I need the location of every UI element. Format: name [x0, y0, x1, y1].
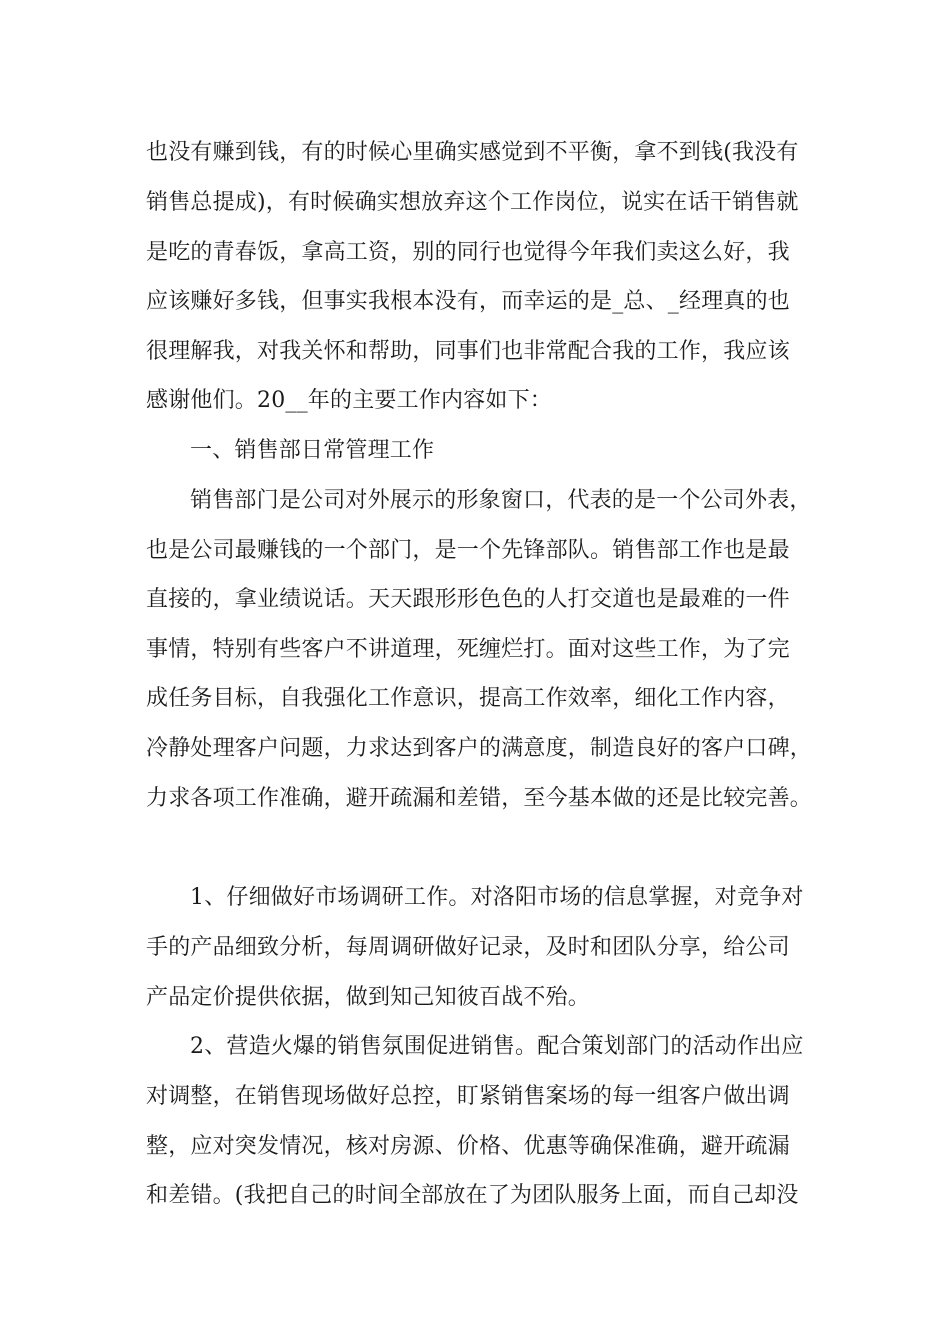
- paragraph-line: 手的产品细致分析，每周调研做好记录，及时和团队分享，给公司: [146, 935, 790, 960]
- paragraph-line: 产品定价提供依据，做到知己知彼百战不殆。: [146, 985, 591, 1010]
- paragraph-line: 感谢他们。20__年的主要工作内容如下：: [146, 388, 552, 413]
- paragraph-line: 对调整，在销售现场做好总控，盯紧销售案场的每一组客户做出调: [146, 1084, 790, 1109]
- list-item-2: 2、营造火爆的销售氛围促进销售。配合策划部门的活动作出应: [190, 1034, 804, 1059]
- paragraph-line: 整，应对突发情况，核对房源、价格、优惠等确保准确，避开疏漏: [146, 1134, 790, 1159]
- paragraph-line: 事情，特别有些客户不讲道理，死缠烂打。面对这些工作，为了完: [146, 637, 790, 662]
- paragraph-line: 是吃的青春饭，拿高工资，别的同行也觉得今年我们卖这么好，我: [146, 240, 790, 265]
- paragraph-line: 应该赚好多钱，但事实我根本没有，而幸运的是_总、_经理真的也: [146, 289, 791, 314]
- paragraph-line: 冷静处理客户问题，力求达到客户的满意度，制造良好的客户口碑，: [146, 736, 813, 761]
- paragraph-line: 力求各项工作准确，避开疏漏和差错，至今基本做的还是比较完善。: [146, 786, 813, 811]
- paragraph-line: 销售部门是公司对外展示的形象窗口，代表的是一个公司外表，: [190, 488, 812, 513]
- paragraph-line: 直接的，拿业绩说话。天天跟形形色色的人打交道也是最难的一件: [146, 587, 790, 612]
- paragraph-line: 也没有赚到钱，有的时候心里确实感觉到不平衡，拿不到钱(我没有: [146, 140, 799, 165]
- paragraph-line: 销售总提成)，有时候确实想放弃这个工作岗位，说实在话干销售就: [146, 190, 799, 215]
- paragraph-line: 和差错。(我把自己的时间全部放在了为团队服务上面，而自己却没: [146, 1183, 799, 1208]
- paragraph-line: 也是公司最赚钱的一个部门，是一个先锋部队。销售部工作也是最: [146, 538, 790, 563]
- section-heading: 一、销售部日常管理工作: [190, 438, 435, 463]
- list-item-1: 1、仔细做好市场调研工作。对洛阳市场的信息掌握，对竞争对: [190, 885, 804, 910]
- paragraph-line: 成任务目标，自我强化工作意识，提高工作效率，细化工作内容，: [146, 686, 790, 711]
- paragraph-line: 很理解我，对我关怀和帮助，同事们也非常配合我的工作，我应该: [146, 339, 790, 364]
